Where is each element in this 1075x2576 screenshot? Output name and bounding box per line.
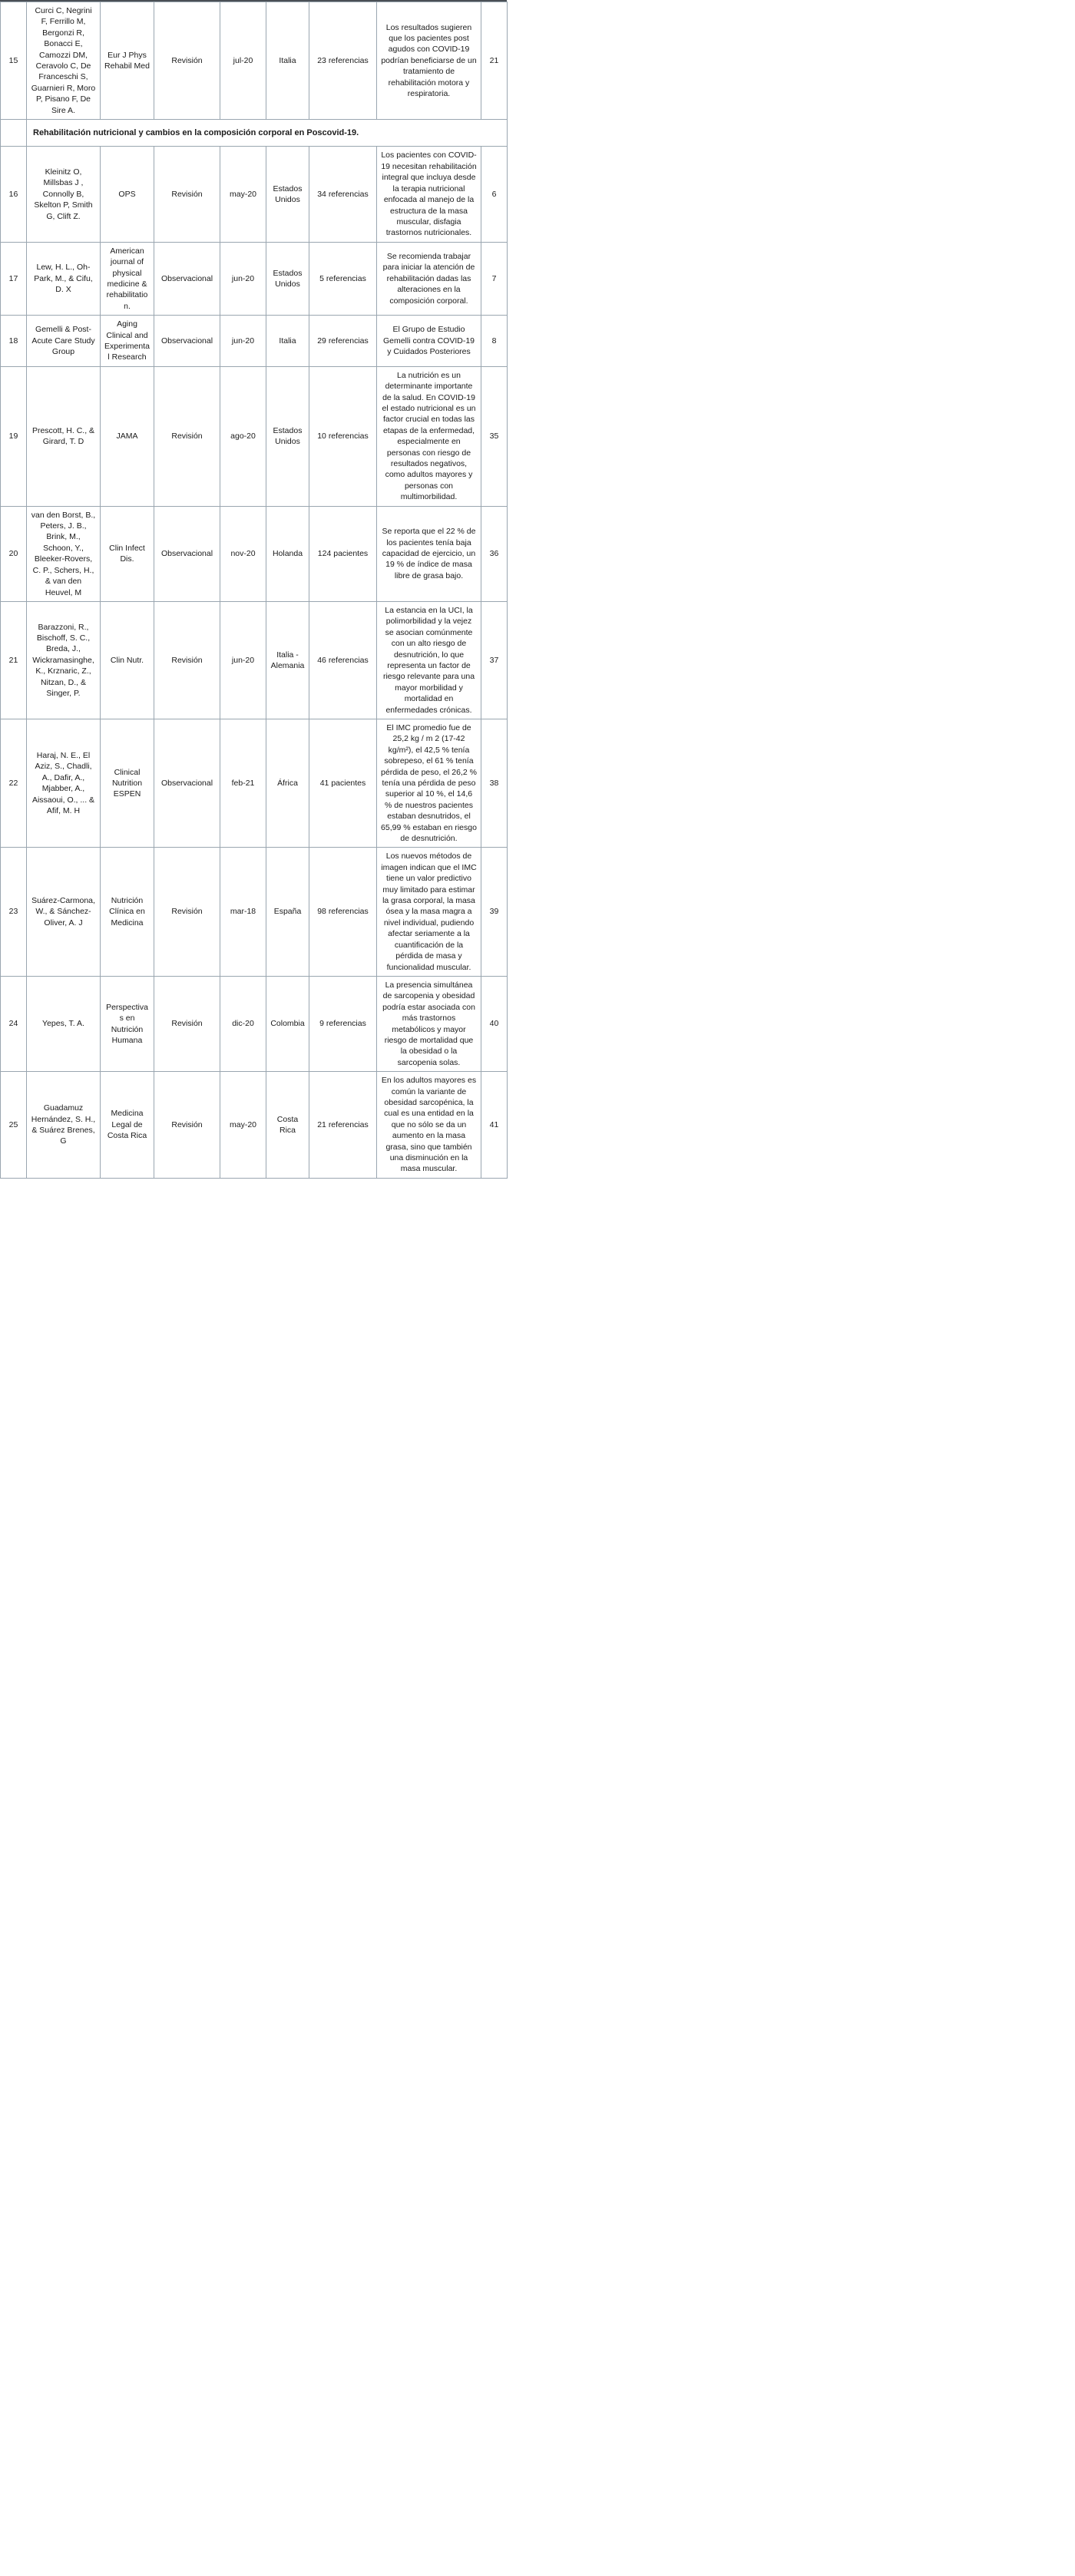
table-row xyxy=(1,316,508,367)
row-journal: American journal of physical medicine & rehabilitation. xyxy=(101,242,154,315)
row-date: ago-20 xyxy=(220,366,266,506)
row-country: Italia - Alemania xyxy=(266,601,309,719)
row-country: Italia xyxy=(266,316,309,367)
row-country: Italia xyxy=(266,2,309,120)
row-reference-number: 40 xyxy=(481,976,508,1071)
row-authors: Lew, H. L., Oh-Park, M., & Cifu, D. X xyxy=(27,242,101,315)
row-sample: 23 referencias xyxy=(309,2,377,120)
row-country: Estados Unidos xyxy=(266,147,309,242)
row-sample: 46 referencias xyxy=(309,601,377,719)
row-study-type: Revisión xyxy=(154,366,220,506)
row-authors: Barazzoni, R., Bischoff, S. C., Breda, J., Wickramasinghe, K., Krznaric, Z., Nitzan, D., & Singer, P. xyxy=(27,601,101,719)
row-reference-number: 38 xyxy=(481,719,508,847)
row-id: 24 xyxy=(1,976,27,1071)
row-findings: La estancia en la UCI, la polimorbilidad y la vejez se asocian comúnmente con un alto riesgo de desnutrición, lo que representa un factor de riesgo relevante para una mayor morbilidad y mortalidad en enfermedades crónicas. xyxy=(377,601,481,719)
table-row xyxy=(1,601,508,719)
row-journal: Nutrición Clínica en Medicina xyxy=(101,848,154,976)
row-study-type: Observacional xyxy=(154,242,220,315)
row-date: may-20 xyxy=(220,147,266,242)
row-sample: 98 referencias xyxy=(309,848,377,976)
row-authors: van den Borst, B., Peters, J. B., Brink, M., Schoon, Y., Bleeker-Rovers, C. P., Schers, H., & van den Heuvel, M xyxy=(27,506,101,601)
section-heading-row xyxy=(1,120,508,147)
row-authors: Curci C, Negrini F, Ferrillo M, Bergonzi R, Bonacci E, Camozzi DM, Ceravolo C, De Franceschi S, Guarnieri R, Moro P, Pisano F, De Sire A. xyxy=(27,2,101,120)
row-id: 19 xyxy=(1,366,27,506)
row-findings: La presencia simultánea de sarcopenia y obesidad podría estar asociada con más trastornos metabólicos y mayor riesgo de mortalidad que la obesidad o la sarcopenia solas. xyxy=(377,976,481,1071)
row-study-type: Observacional xyxy=(154,506,220,601)
row-country: Estados Unidos xyxy=(266,242,309,315)
row-findings: El IMC promedio fue de 25,2 kg / m 2 (17-42 kg/m²), el 42,5 % tenía sobrepeso, el 61 % tenía pérdida de peso, el 26,2 % tenía una pérdida de peso superior al 10 %, el 14,6 % de nuestros pacientes estaban desnutridos, el 65,99 % estaban en riesgo de desnutrición. xyxy=(377,719,481,847)
row-study-type: Revisión xyxy=(154,1072,220,1179)
row-findings: Se reporta que el 22 % de los pacientes tenía baja capacidad de ejercicio, un 19 % de índice de masa libre de grasa bajo. xyxy=(377,506,481,601)
row-date: mar-18 xyxy=(220,848,266,976)
row-id: 23 xyxy=(1,848,27,976)
row-reference-number: 37 xyxy=(481,601,508,719)
row-study-type: Revisión xyxy=(154,976,220,1071)
row-journal: Clin Nutr. xyxy=(101,601,154,719)
row-study-type: Revisión xyxy=(154,2,220,120)
literature-review-table xyxy=(0,2,508,1179)
row-authors: Guadamuz Hernández, S. H., & Suárez Brenes, G xyxy=(27,1072,101,1179)
row-id: 22 xyxy=(1,719,27,847)
row-sample: 21 referencias xyxy=(309,1072,377,1179)
row-id: 15 xyxy=(1,2,27,120)
row-date: jun-20 xyxy=(220,242,266,315)
row-reference-number: 8 xyxy=(481,316,508,367)
row-id: 25 xyxy=(1,1072,27,1179)
row-date: may-20 xyxy=(220,1072,266,1179)
row-country: Costa Rica xyxy=(266,1072,309,1179)
row-study-type: Observacional xyxy=(154,316,220,367)
row-study-type: Revisión xyxy=(154,848,220,976)
literature-table-sheet xyxy=(0,0,507,1179)
row-sample: 124 pacientes xyxy=(309,506,377,601)
row-id: 18 xyxy=(1,316,27,367)
table-row xyxy=(1,976,508,1071)
row-journal: Medicina Legal de Costa Rica xyxy=(101,1072,154,1179)
row-authors: Gemelli & Post-Acute Care Study Group xyxy=(27,316,101,367)
row-date: jul-20 xyxy=(220,2,266,120)
row-date: jun-20 xyxy=(220,316,266,367)
row-journal: Perspectivas en Nutrición Humana xyxy=(101,976,154,1071)
row-country: Holanda xyxy=(266,506,309,601)
row-journal: OPS xyxy=(101,147,154,242)
row-country: África xyxy=(266,719,309,847)
row-authors: Yepes, T. A. xyxy=(27,976,101,1071)
row-reference-number: 6 xyxy=(481,147,508,242)
section-heading-label: Rehabilitación nutricional y cambios en la composición corporal en Poscovid-19. xyxy=(27,120,508,147)
row-reference-number: 7 xyxy=(481,242,508,315)
row-sample: 29 referencias xyxy=(309,316,377,367)
row-findings: Los nuevos métodos de imagen indican que el IMC tiene un valor predictivo muy limitado para estimar la grasa corporal, la masa ósea y la masa magra a nivel individual, pudiendo afectar seriamente a la cuantificación de la pérdida de masa y funcionalidad muscular. xyxy=(377,848,481,976)
table-body xyxy=(1,2,508,1179)
row-authors: Prescott, H. C., & Girard, T. D xyxy=(27,366,101,506)
row-study-type: Revisión xyxy=(154,601,220,719)
row-study-type: Revisión xyxy=(154,147,220,242)
row-reference-number: 21 xyxy=(481,2,508,120)
table-row xyxy=(1,366,508,506)
row-sample: 10 referencias xyxy=(309,366,377,506)
section-heading-spacer xyxy=(1,120,27,147)
row-findings: El Grupo de Estudio Gemelli contra COVID-19 y Cuidados Posteriores xyxy=(377,316,481,367)
row-country: Estados Unidos xyxy=(266,366,309,506)
row-date: nov-20 xyxy=(220,506,266,601)
row-sample: 41 pacientes xyxy=(309,719,377,847)
row-id: 16 xyxy=(1,147,27,242)
row-sample: 34 referencias xyxy=(309,147,377,242)
row-sample: 5 referencias xyxy=(309,242,377,315)
row-reference-number: 36 xyxy=(481,506,508,601)
row-authors: Suárez-Carmona, W., & Sánchez-Oliver, A. J xyxy=(27,848,101,976)
row-journal: Eur J Phys Rehabil Med xyxy=(101,2,154,120)
table-row xyxy=(1,848,508,976)
row-study-type: Observacional xyxy=(154,719,220,847)
row-authors: Haraj, N. E., El Aziz, S., Chadli, A., Dafir, A., Mjabber, A., Aissaoui, O., ... & Afif, M. H xyxy=(27,719,101,847)
row-reference-number: 35 xyxy=(481,366,508,506)
row-findings: En los adultos mayores es común la variante de obesidad sarcopénica, la cual es una entidad en la que no sólo se da un aumento en la masa grasa, sino que también una disminución en la masa muscular. xyxy=(377,1072,481,1179)
row-date: dic-20 xyxy=(220,976,266,1071)
table-row xyxy=(1,506,508,601)
table-row xyxy=(1,1072,508,1179)
row-id: 17 xyxy=(1,242,27,315)
row-findings: Se recomienda trabajar para iniciar la atención de rehabilitación dadas las alteraciones en la composición corporal. xyxy=(377,242,481,315)
row-id: 21 xyxy=(1,601,27,719)
row-reference-number: 41 xyxy=(481,1072,508,1179)
row-id: 20 xyxy=(1,506,27,601)
row-journal: Clin Infect Dis. xyxy=(101,506,154,601)
table-row xyxy=(1,719,508,847)
row-country: Colombia xyxy=(266,976,309,1071)
row-reference-number: 39 xyxy=(481,848,508,976)
table-row xyxy=(1,147,508,242)
row-findings: Los pacientes con COVID-19 necesitan rehabilitación integral que incluya desde la terapia nutricional enfocada al manejo de la estructura de la masa muscular, disfagia trastornos nutricionales. xyxy=(377,147,481,242)
row-journal: Aging Clinical and Experimental Research xyxy=(101,316,154,367)
row-date: feb-21 xyxy=(220,719,266,847)
row-country: España xyxy=(266,848,309,976)
table-row xyxy=(1,2,508,120)
row-findings: Los resultados sugieren que los pacientes post agudos con COVID-19 podrían beneficiarse de un tratamiento de rehabilitación motora y respiratoria. xyxy=(377,2,481,120)
row-journal: JAMA xyxy=(101,366,154,506)
row-findings: La nutrición es un determinante importante de la salud. En COVID-19 el estado nutricional es un factor crucial en todas las etapas de la enfermedad, especialmente en personas con riesgo de resultados negativos, como adultos mayores y personas con multimorbilidad. xyxy=(377,366,481,506)
row-date: jun-20 xyxy=(220,601,266,719)
row-journal: Clinical Nutrition ESPEN xyxy=(101,719,154,847)
table-row xyxy=(1,242,508,315)
row-sample: 9 referencias xyxy=(309,976,377,1071)
row-authors: Kleinitz O, Millsbas J , Connolly B, Skelton P, Smith G, Clift Z. xyxy=(27,147,101,242)
